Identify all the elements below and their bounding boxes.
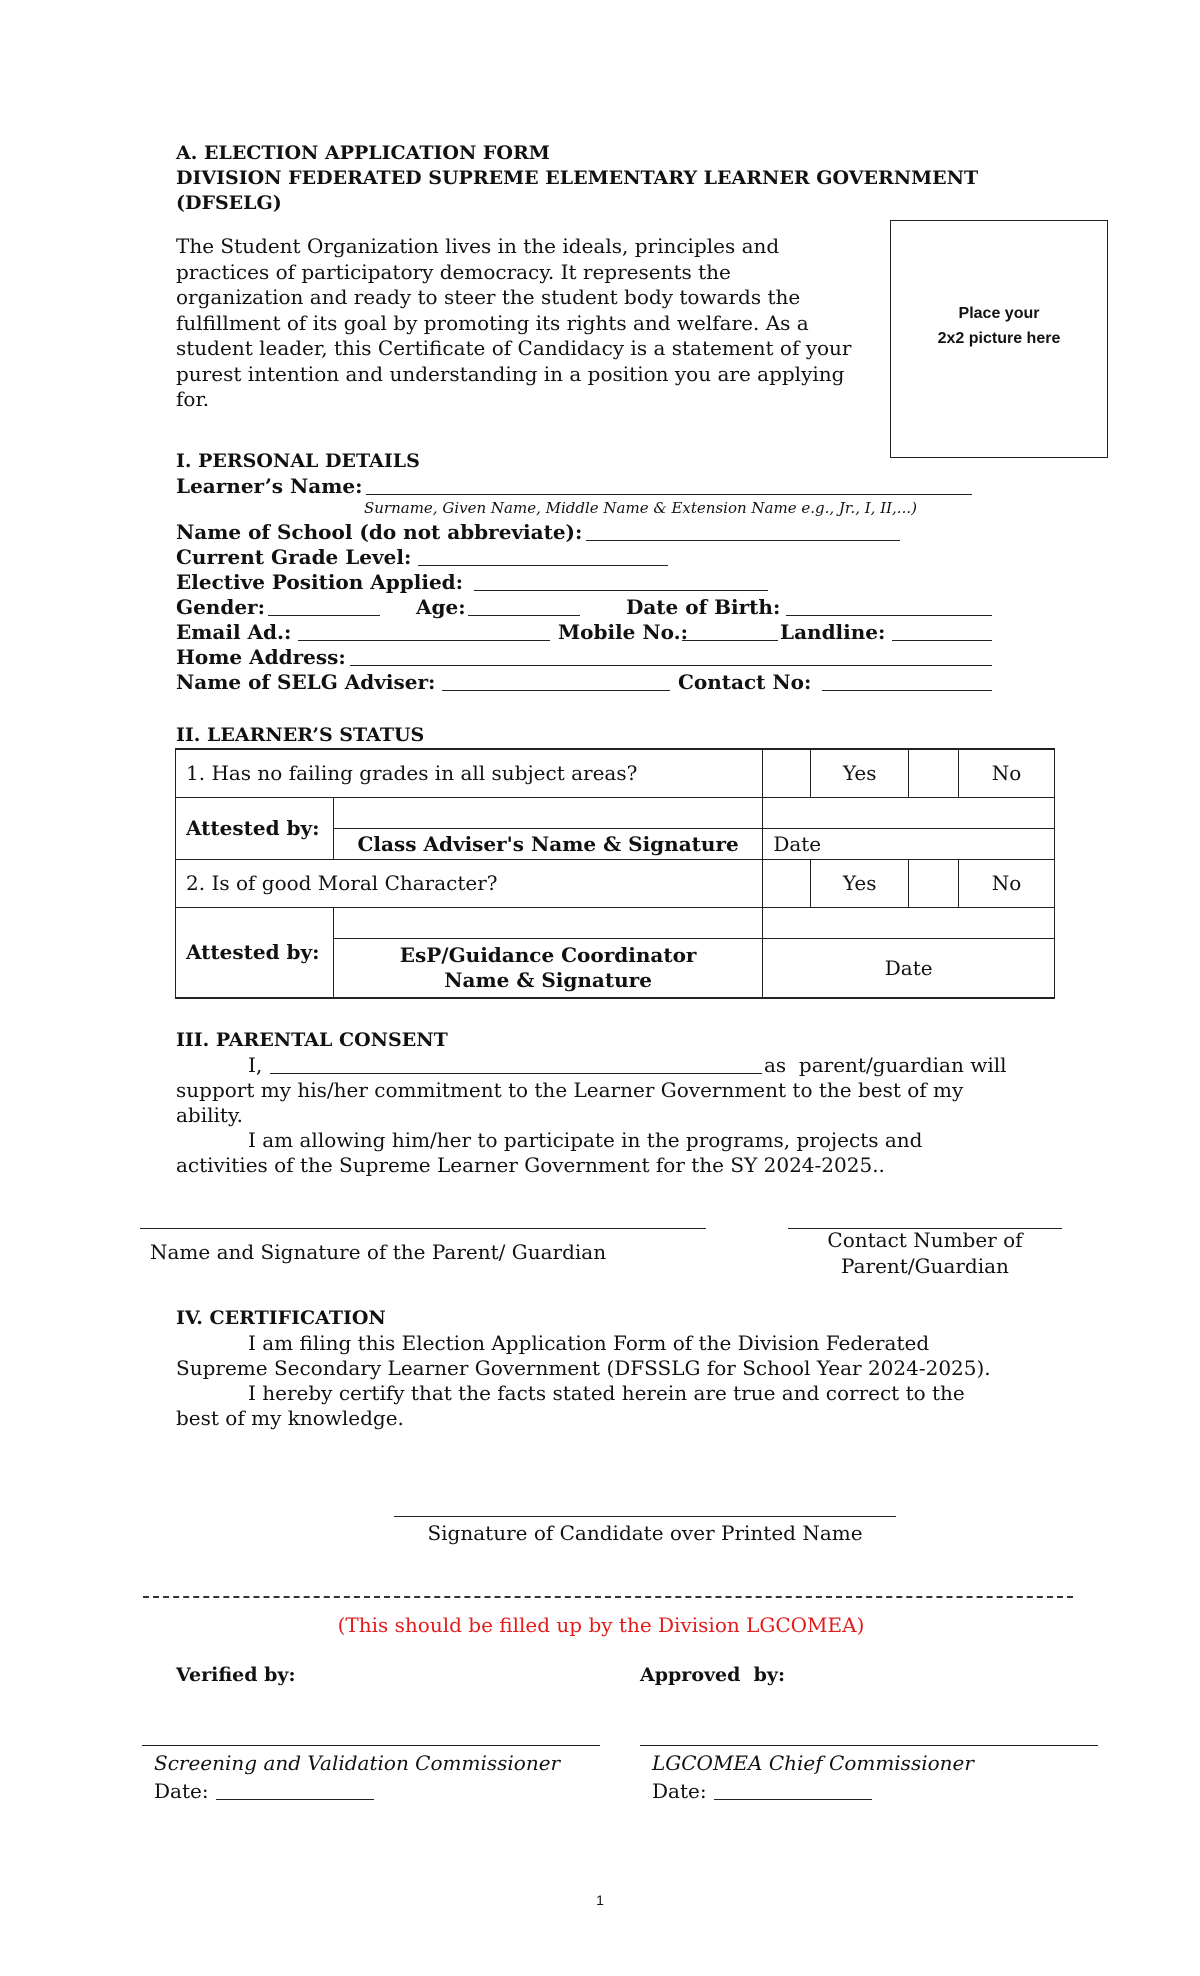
attested-by-2: Attested by: xyxy=(176,907,334,998)
status-row-q1 xyxy=(176,749,1055,797)
consent-line1-rest: as parent/guardian will xyxy=(764,1053,1007,1077)
contact-label: Contact No: xyxy=(678,670,812,694)
adviser-date-label: Date xyxy=(763,828,1055,859)
dob-label: Date of Birth: xyxy=(626,595,781,619)
parent-name-field[interactable] xyxy=(270,1073,762,1074)
approver-date-field[interactable] xyxy=(714,1799,872,1800)
landline-field[interactable] xyxy=(892,640,992,641)
esp-label-line2: Name & Signature xyxy=(444,967,652,992)
parent-contact-label xyxy=(788,1228,1062,1279)
adviser-date-field[interactable] xyxy=(763,797,1055,828)
verified-by-label: Verified by: xyxy=(176,1664,296,1686)
cert-line4: best of my knowledge. xyxy=(176,1406,404,1430)
q2-no-label: No xyxy=(959,859,1055,907)
school-label: Name of School (do not abbreviate): xyxy=(176,520,583,544)
form-header xyxy=(176,141,978,216)
verifier-date-label: Date: xyxy=(154,1779,209,1803)
consent-i: I, xyxy=(248,1053,263,1077)
photo-label-1: Place your xyxy=(958,305,1040,322)
approved-by-label: Approved by: xyxy=(640,1664,785,1686)
candidate-signature-field[interactable] xyxy=(394,1516,896,1517)
landline-label: Landline: xyxy=(780,620,886,644)
header-org: DIVISION FEDERATED SUPREME ELEMENTARY LEARNER GOVERNMENT xyxy=(176,167,979,189)
gender-label: Gender: xyxy=(176,595,265,619)
grade-field[interactable] xyxy=(418,565,668,566)
verifier-signature-field[interactable] xyxy=(142,1745,600,1746)
adviser-label: Name of SELG Adviser: xyxy=(176,670,436,694)
school-field[interactable] xyxy=(586,540,900,541)
address-field[interactable] xyxy=(350,665,992,666)
learner-name-hint: Surname, Given Name, Middle Name & Extension Name e.g., Jr., I, II,...) xyxy=(364,499,917,517)
question-2: 2. Is of good Moral Character? xyxy=(176,859,763,907)
age-field[interactable] xyxy=(468,615,580,616)
email-field[interactable] xyxy=(298,640,550,641)
q2-yes-box[interactable] xyxy=(763,859,811,907)
approver-signature-field[interactable] xyxy=(640,1745,1098,1746)
attested-by-1: Attested by: xyxy=(176,797,334,859)
parent-signature-label: Name and Signature of the Parent/ Guardian xyxy=(150,1240,607,1264)
esp-signature-label xyxy=(333,938,762,998)
status-table xyxy=(175,748,1055,999)
consent-line2: support my his/her commitment to the Learner Government to the best of my xyxy=(176,1078,964,1102)
position-field[interactable] xyxy=(474,590,768,591)
adviser-signature-field[interactable] xyxy=(333,797,762,828)
question-1: 1. Has no failing grades in all subject areas? xyxy=(176,749,763,797)
q2-no-box[interactable] xyxy=(909,859,959,907)
adviser-signature-label: Class Adviser's Name & Signature xyxy=(333,828,762,859)
approver-date-label: Date: xyxy=(652,1779,707,1803)
photo-placeholder[interactable] xyxy=(890,220,1108,458)
consent-line3: ability. xyxy=(176,1103,243,1127)
header-abbrev: (DFSELG) xyxy=(176,192,282,214)
parent-contact-line2: Parent/Guardian xyxy=(841,1253,1009,1278)
learner-name-label: Learner’s Name: xyxy=(176,474,363,498)
adviser-field[interactable] xyxy=(442,690,670,691)
dob-field[interactable] xyxy=(786,615,992,616)
mobile-field[interactable] xyxy=(682,640,778,641)
position-label: Elective Position Applied: xyxy=(176,570,464,594)
status-heading: II. LEARNER’S STATUS xyxy=(176,724,425,746)
verifier-date-field[interactable] xyxy=(216,1799,374,1800)
email-label: Email Ad.: xyxy=(176,620,292,644)
photo-label-2: 2x2 picture here xyxy=(937,330,1061,347)
consent-line4: I am allowing him/her to participate in the programs, projects and xyxy=(248,1128,923,1152)
esp-date-field[interactable] xyxy=(763,907,1055,938)
learner-name-field[interactable] xyxy=(366,494,972,495)
esp-signature-field[interactable] xyxy=(333,907,762,938)
verifier-title: Screening and Validation Commissioner xyxy=(154,1751,561,1775)
cert-line1: I am filing this Election Application Form of the Division Federated xyxy=(248,1331,930,1355)
gender-field[interactable] xyxy=(268,615,380,616)
q1-yes-label: Yes xyxy=(811,749,909,797)
candidate-signature-label: Signature of Candidate over Printed Name xyxy=(427,1521,863,1545)
parent-contact-line1: Contact Number of xyxy=(827,1228,1023,1252)
esp-label-line1: EsP/Guidance Coordinator xyxy=(399,942,697,967)
header-title: A. ELECTION APPLICATION FORM xyxy=(176,142,550,164)
division-note: (This should be filled up by the Division LGCOMEA) xyxy=(337,1613,865,1637)
grade-label: Current Grade Level: xyxy=(176,545,412,569)
consent-heading: III. PARENTAL CONSENT xyxy=(176,1029,448,1051)
approver-title: LGCOMEA Chief Commissioner xyxy=(652,1751,974,1775)
status-row-q2 xyxy=(176,859,1055,907)
q1-no-label: No xyxy=(959,749,1055,797)
q1-no-box[interactable] xyxy=(909,749,959,797)
address-label: Home Address: xyxy=(176,645,346,669)
page-number: 1 xyxy=(596,1892,604,1908)
q2-yes-label: Yes xyxy=(811,859,909,907)
intro-paragraph: The Student Organization lives in the ideals, principles and practices of participatory democracy. It represents the organization and ready to steer the student body towards the fulfillment of its goal by promoting its rights and welfare. As a student leader, this Certificate of Candidacy is a statement of your purest intention and understanding in a position you are applying for. xyxy=(176,234,852,411)
cert-line2: Supreme Secondary Learner Government (DFSSLG for School Year 2024-2025). xyxy=(176,1356,991,1380)
consent-line5: activities of the Supreme Learner Government for the SY 2024-2025.. xyxy=(176,1153,885,1177)
esp-date-label: Date xyxy=(763,938,1055,998)
q1-yes-box[interactable] xyxy=(763,749,811,797)
cert-heading: IV. CERTIFICATION xyxy=(176,1307,386,1329)
contact-field[interactable] xyxy=(822,690,992,691)
cert-line3: I hereby certify that the facts stated herein are true and correct to the xyxy=(248,1381,965,1405)
status-row-attest2-top xyxy=(176,907,1055,938)
personal-heading: I. PERSONAL DETAILS xyxy=(176,450,420,472)
cut-line-divider xyxy=(143,1596,1073,1598)
status-row-attest1-top xyxy=(176,797,1055,828)
age-label: Age: xyxy=(416,595,466,619)
parent-signature-field[interactable] xyxy=(140,1228,706,1229)
mobile-label: Mobile No.: xyxy=(558,620,688,644)
